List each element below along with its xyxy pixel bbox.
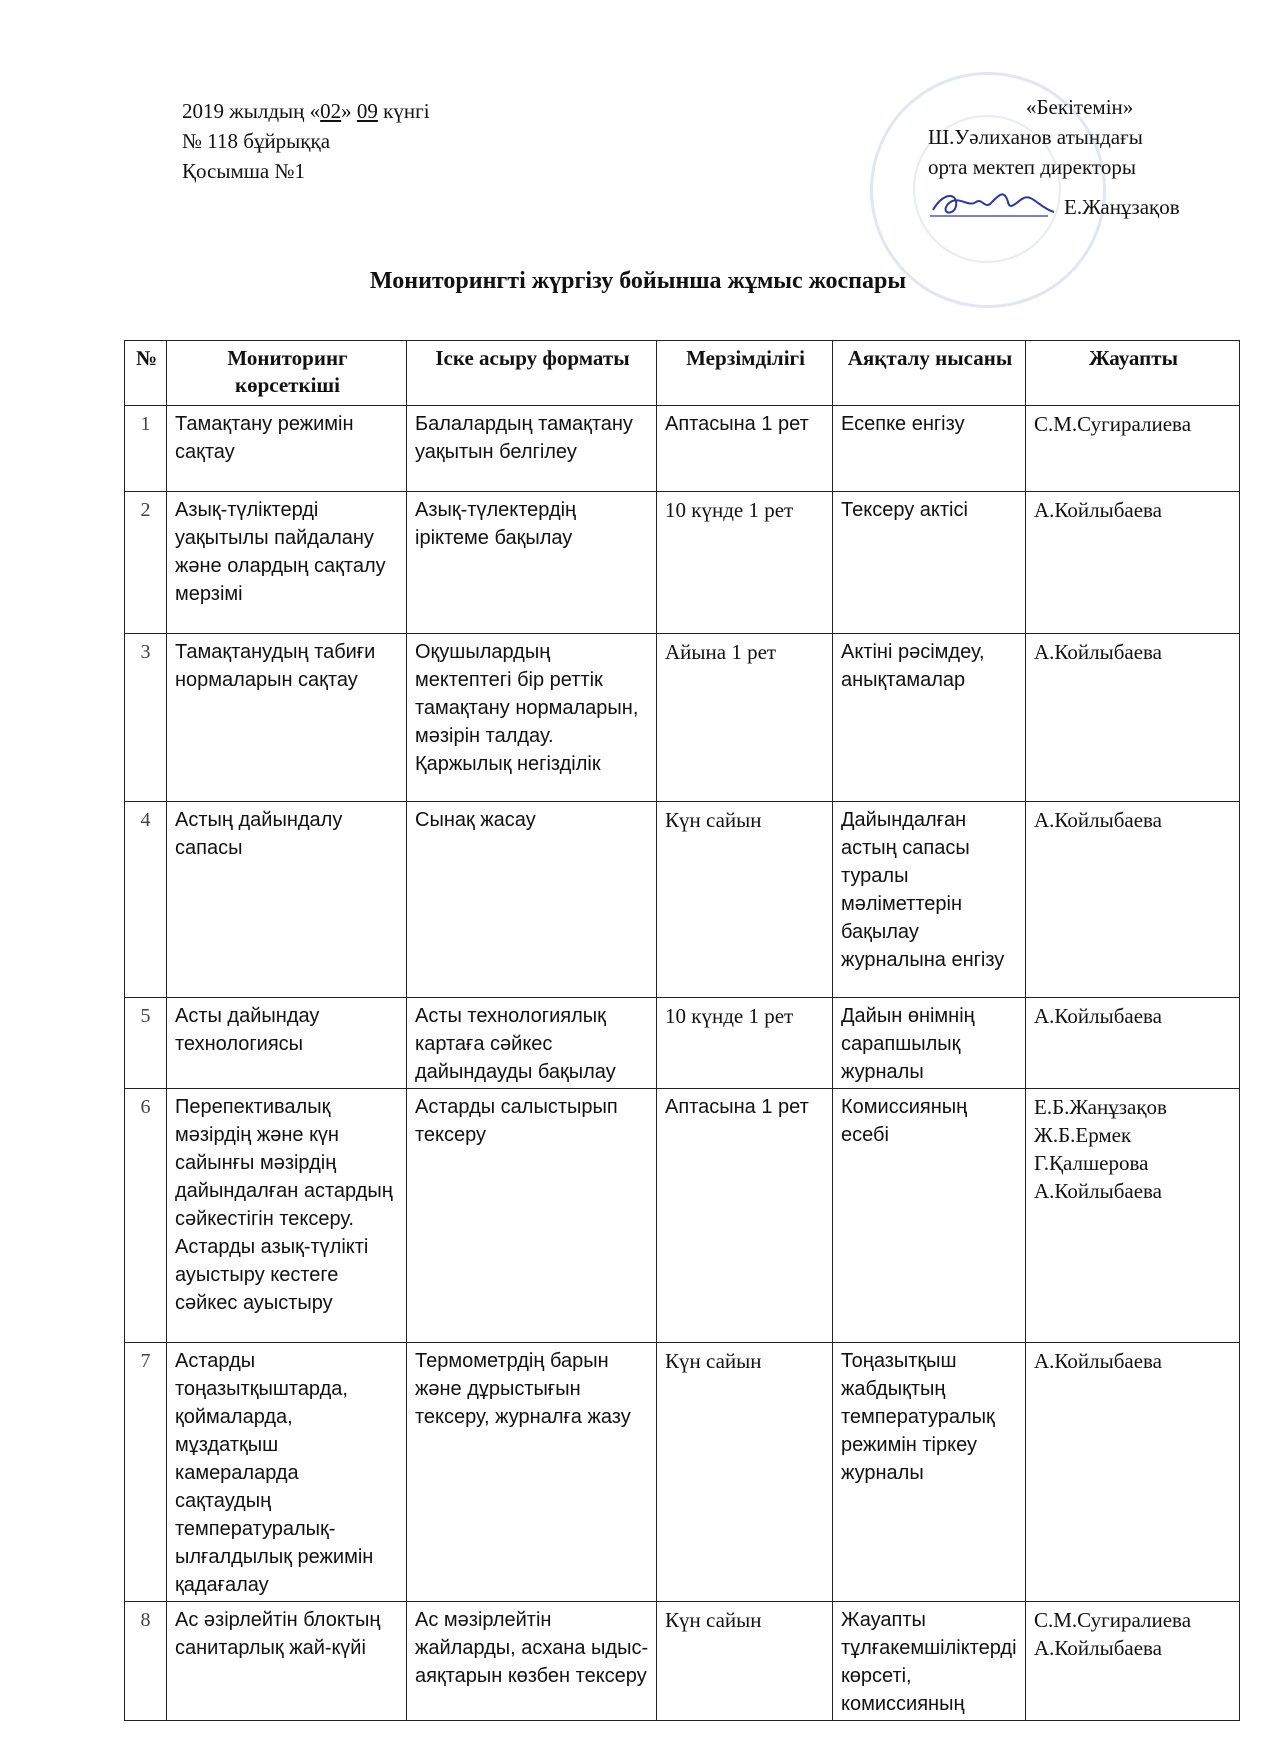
row-format: Оқушылардың мектептегі бір реттік тамақтану нормаларын, мәзірін талдау. Қаржылық негізділік xyxy=(407,634,657,802)
approve-label: «Бекітемін» xyxy=(1026,95,1134,119)
row-format: Асты технологиялық картаға сәйкес дайындауды бақылау xyxy=(407,998,657,1089)
order-number: № 118 бұйрыққа xyxy=(182,129,331,153)
row-period: Күн сайын xyxy=(657,1602,833,1721)
row-number: 7 xyxy=(125,1343,167,1602)
row-result: Есепке енгізу xyxy=(833,406,1026,492)
row-responsible: А.Койлыбаева xyxy=(1026,998,1240,1089)
row-number: 4 xyxy=(125,802,167,998)
director-line-1: Ш.Уәлиханов атындағы xyxy=(928,125,1143,149)
date-month: 09 xyxy=(356,99,378,123)
row-period: Аптасына 1 рет xyxy=(657,406,833,492)
row-period: Күн сайын xyxy=(657,1343,833,1602)
row-responsible: А.Койлыбаева xyxy=(1026,802,1240,998)
header-result: Аяқталу нысаны xyxy=(833,341,1026,406)
row-format: Балалардың тамақтану уақытын белгілеу xyxy=(407,406,657,492)
row-period: Аптасына 1 рет xyxy=(657,1089,833,1343)
table-row xyxy=(125,492,1240,634)
row-number: 6 xyxy=(125,1089,167,1343)
date-prefix: 2019 жылдың « xyxy=(182,99,321,123)
row-result: Тоңазытқыш жабдықтың температуралық режимін тіркеу журналы xyxy=(833,1343,1026,1602)
row-result: Комиссияның есебі xyxy=(833,1089,1026,1343)
table-row xyxy=(125,634,1240,802)
table-row xyxy=(125,998,1240,1089)
monitoring-plan-table xyxy=(124,340,1240,1721)
row-responsible: А.Койлыбаева xyxy=(1026,1343,1240,1602)
row-number: 5 xyxy=(125,998,167,1089)
date-day: 02 xyxy=(320,99,342,123)
order-date xyxy=(182,96,430,126)
row-number: 3 xyxy=(125,634,167,802)
row-indicator: Астың дайындалу сапасы xyxy=(167,802,407,998)
row-format: Астарды салыстырып тексеру xyxy=(407,1089,657,1343)
row-period: 10 күнде 1 рет xyxy=(657,998,833,1089)
order-reference xyxy=(182,96,430,186)
row-responsible: С.М.Сугиралиева А.Койлыбаева xyxy=(1026,1602,1240,1721)
row-period: 10 күнде 1 рет xyxy=(657,492,833,634)
row-indicator: Асты дайындау технологиясы xyxy=(167,998,407,1089)
row-result: Дайындалған астың сапасы туралы мәліметтерін бақылау журналына енгізу xyxy=(833,802,1026,998)
row-format: Ас мәзірлейтін жайларды, асхана ыдыс-аяқтарын көзбен тексеру xyxy=(407,1602,657,1721)
header-number: № xyxy=(125,341,167,406)
row-responsible: А.Койлыбаева xyxy=(1026,492,1240,634)
table-header-row xyxy=(125,341,1240,406)
row-format: Сынақ жасау xyxy=(407,802,657,998)
signature-icon xyxy=(928,182,1058,222)
header-format: Іске асыру форматы xyxy=(407,341,657,406)
header-responsible: Жауапты xyxy=(1026,341,1240,406)
table-row xyxy=(125,1602,1240,1721)
row-responsible: Е.Б.Жанұзақов Ж.Б.Ермек Г.Қалшерова А.Койлыбаева xyxy=(1026,1089,1240,1343)
row-format: Азық-түлектердің іріктеме бақылау xyxy=(407,492,657,634)
table-row xyxy=(125,1343,1240,1602)
date-suffix: күнгі xyxy=(377,99,430,123)
row-result: Актіні рәсімдеу, анықтамалар xyxy=(833,634,1026,802)
director-name: Е.Жанұзақов xyxy=(1064,195,1180,219)
row-result: Дайын өнімнің сарапшылық журналы xyxy=(833,998,1026,1089)
row-period: Күн сайын xyxy=(657,802,833,998)
row-indicator: Ас әзірлейтін блоктың санитарлық жай-күйі xyxy=(167,1602,407,1721)
row-responsible: С.М.Сугиралиева xyxy=(1026,406,1240,492)
approval-block xyxy=(928,92,1228,222)
table-row xyxy=(125,406,1240,492)
table-row xyxy=(125,1089,1240,1343)
row-indicator: Азық-түліктерді уақытылы пайдалану және олардың сақталу мерзімі xyxy=(167,492,407,634)
row-number: 1 xyxy=(125,406,167,492)
signature-line xyxy=(928,182,1228,222)
row-responsible: А.Койлыбаева xyxy=(1026,634,1240,802)
header-indicator: Мониторинг көрсеткіші xyxy=(167,341,407,406)
row-indicator: Астарды тоңазытқыштарда, қоймаларда, мұздатқыш камераларда сақтаудың температуралық-ылғалдылық режимін қадағалау xyxy=(167,1343,407,1602)
date-mid: » xyxy=(341,99,357,123)
row-number: 2 xyxy=(125,492,167,634)
table-row xyxy=(125,802,1240,998)
document-title: Мониторингті жүргізу бойынша жұмыс жоспары xyxy=(369,268,907,294)
row-result: Тексеру актісі xyxy=(833,492,1026,634)
row-indicator: Тамақтану режимін сақтау xyxy=(167,406,407,492)
appendix-number: Қосымша №1 xyxy=(182,159,306,183)
row-indicator: Тамақтанудың табиғи нормаларын сақтау xyxy=(167,634,407,802)
row-format: Термометрдің барын және дұрыстығын тексеру, журналға жазу xyxy=(407,1343,657,1602)
director-line-2: орта мектеп директоры xyxy=(928,155,1136,179)
row-number: 8 xyxy=(125,1602,167,1721)
row-period: Айына 1 рет xyxy=(657,634,833,802)
row-result: Жауапты тұлғакемшіліктерді көрсеті, комиссияның xyxy=(833,1602,1026,1721)
header-period: Мерзімділігі xyxy=(657,341,833,406)
row-indicator: Перепективалық мәзірдің және күн сайынғы мәзірдің дайындалған астардың сәйкестігін тексеру. Астарды азық-түлікті ауыстыру кестеге сәйкес ауыстыру xyxy=(167,1089,407,1343)
